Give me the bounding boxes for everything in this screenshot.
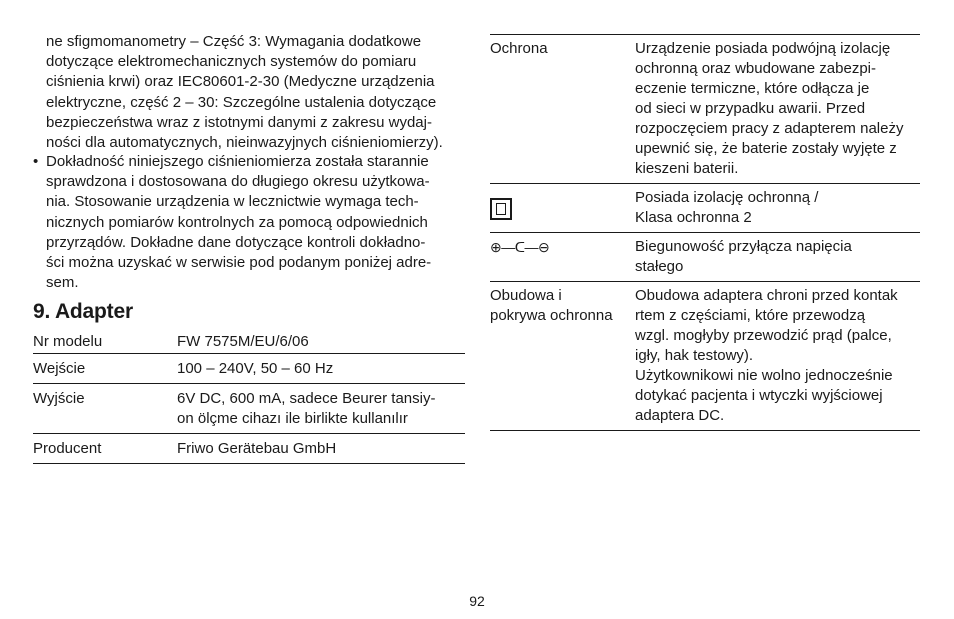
text-line: od sieci w przypadku awarii. Przed [635, 100, 866, 117]
text-line: sprawdzona i dostosowana do długiego okresu użytkowa- [46, 173, 430, 191]
table-row [490, 35, 920, 184]
text-line: przyrządów. Dokładne dane dotyczące kontroli dokładno- [46, 233, 426, 251]
spec-key: Wyjście [33, 384, 177, 434]
text-line: ności dla automatycznych, nieinwazyjnych ciśnieniomierzy). [46, 134, 443, 152]
table-row [490, 184, 920, 233]
bullet-text: Dokładność niniejszego ciśnieniomierza została starannie [46, 153, 429, 170]
bullet-paragraph [33, 152, 465, 293]
text-line: igły, hak testowy). [635, 347, 754, 364]
text-line: dotyczące elektromechanicznych systemów do pomiaru [46, 53, 417, 71]
table-row [490, 233, 920, 282]
page-number: 92 [469, 593, 485, 609]
spec-value [177, 384, 465, 434]
text-line: sem. [46, 274, 79, 292]
text-line: ne sfigmomanometry – Część 3: Wymagania dodatkowe [46, 33, 422, 50]
adapter-spec-table [33, 332, 465, 464]
spec-key [490, 184, 635, 233]
text-line: Obudowa adaptera chroni przed kontak [635, 287, 898, 304]
spec-value [177, 354, 465, 384]
text-line: Posiada izolację ochronną / [635, 189, 819, 206]
table-row [33, 332, 465, 354]
text-line: Użytkownikowi nie wolno jednocześnie [635, 367, 893, 384]
text-line: Ochrona [490, 40, 548, 57]
table-row [490, 282, 920, 431]
intro-paragraph [46, 32, 466, 153]
text-line: nicznych pomiarów kontrolnych za pomocą odpowiednich [46, 213, 428, 231]
text-line: pokrywa ochronna [490, 307, 613, 324]
spec-key [490, 282, 635, 431]
spec-value [635, 35, 920, 184]
spec-value [177, 434, 465, 464]
text-line: Biegunowość przyłącza napięcia [635, 238, 852, 255]
table-row [33, 434, 465, 464]
spec-key: Wejście [33, 354, 177, 384]
spec-value [635, 233, 920, 282]
spec-key [490, 35, 635, 184]
text-line: rozpoczęciem pracy z adapterem należy [635, 120, 904, 137]
polarity-icon: ⊕—ᑕ—⊖ [490, 239, 550, 255]
text-line: wzgl. mogłyby przewodzić prąd (palce, [635, 327, 892, 344]
text-line: rtem z częściami, które przewodzą [635, 307, 866, 324]
double-insulation-icon [490, 198, 512, 220]
text-line: 6V DC, 600 mA, sadece Beurer tansiy- [177, 390, 436, 407]
spec-key [490, 233, 635, 282]
spec-value [177, 332, 465, 354]
bullet-icon: • [33, 153, 39, 170]
text-line: dotykać pacjenta i wtyczki wyjściowej [635, 387, 883, 404]
table-row [33, 384, 465, 434]
text-line: kieszeni baterii. [635, 160, 739, 177]
text-line: elektryczne, część 2 – 30: Szczególne ustalenia dotyczące [46, 93, 437, 111]
text-line: bezpieczeństwa wraz z istotnymi danymi z zakresu wydaj- [46, 113, 432, 131]
text-line: Obudowa i [490, 287, 562, 304]
text-line: Friwo Gerätebau GmbH [177, 440, 337, 457]
section-heading: 9. Adapter [33, 300, 133, 323]
table-row [33, 354, 465, 384]
text-line: eczenie termiczne, które odłącza je [635, 80, 870, 97]
spec-key: Nr modelu [33, 332, 177, 354]
text-line: 100 – 240V, 50 – 60 Hz [177, 360, 334, 377]
text-line: ciśnienia krwi) oraz IEC80601-2-30 (Medyczne urządzenia [46, 73, 435, 91]
spec-value [635, 282, 920, 431]
spec-key: Producent [33, 434, 177, 464]
text-line: adaptera DC. [635, 407, 725, 424]
text-line: ochronną oraz wbudowane zabezpi- [635, 60, 876, 77]
text-line: nia. Stosowanie urządzenia w lecznictwie wymaga tech- [46, 193, 419, 211]
text-line: Urządzenie posiada podwójną izolację [635, 40, 891, 57]
text-line: ści można uzyskać w serwisie pod podanym poniżej adre- [46, 254, 432, 272]
text-line: upewnić się, że baterie zostały wyjęte z [635, 140, 897, 157]
text-line: FW 7575M/EU/6/06 [177, 333, 309, 350]
text-line [33, 152, 465, 172]
adapter-details-table [490, 34, 920, 431]
spec-value [635, 184, 920, 233]
text-line: Klasa ochronna 2 [635, 209, 752, 226]
text-line: on ölçme cihazı ile birlikte kullanılır [177, 410, 408, 427]
text-line: stałego [635, 258, 684, 275]
